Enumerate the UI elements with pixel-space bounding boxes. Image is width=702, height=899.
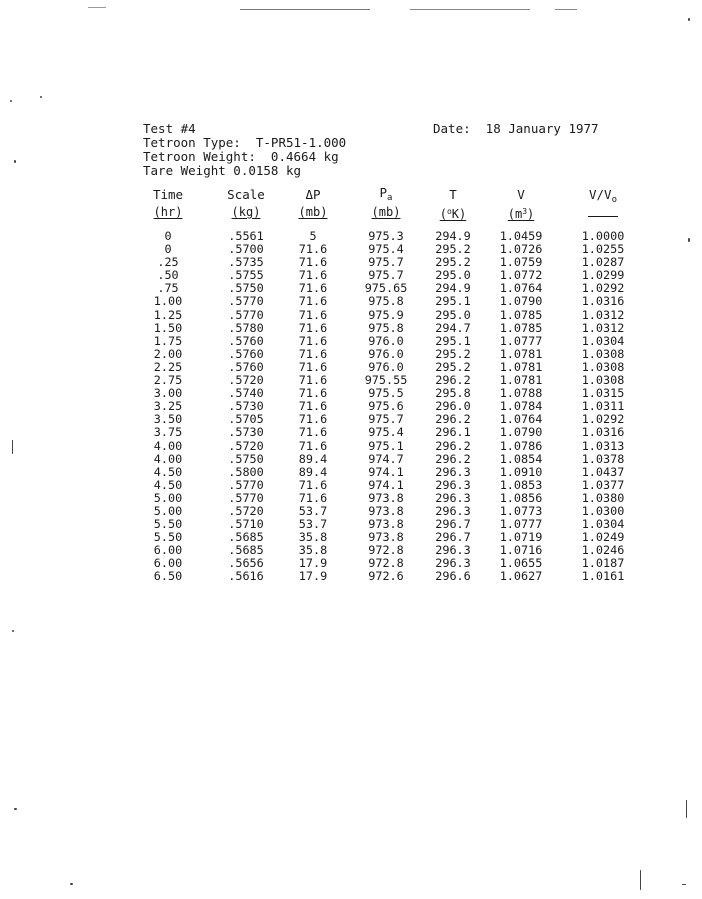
- cell-time: 3.00: [153, 386, 183, 401]
- table-row: [0, 295, 702, 308]
- cell-delta-p: 17.9: [298, 569, 328, 584]
- cell-pa: 975.3: [368, 229, 404, 243]
- cell-delta-p: 71.6: [298, 425, 328, 440]
- cell-pa: 975.7: [368, 268, 404, 283]
- v-unit-close: ): [527, 207, 535, 221]
- cell-scale: .5685: [228, 543, 264, 558]
- table-row: [0, 492, 702, 505]
- cell-volume-ratio: 1.0312: [581, 320, 625, 335]
- cell-volume-ratio: 1.0304: [581, 333, 625, 348]
- cell-volume-ratio: 1.0161: [581, 569, 625, 584]
- cell-delta-p: 71.6: [298, 359, 328, 374]
- cell-volume: 1.0459: [499, 229, 543, 243]
- cell-temperature: 296.3: [435, 556, 471, 571]
- cell-pa: 972.8: [368, 543, 404, 558]
- cell-delta-p: 71.6: [298, 399, 328, 414]
- v-unit-base: (m: [507, 207, 523, 221]
- cell-delta-p: 71.6: [298, 268, 328, 283]
- cell-temperature: 295.2: [435, 255, 471, 270]
- cell-volume: 1.0777: [499, 517, 543, 532]
- cell-pa: 976.0: [368, 346, 404, 361]
- table-row: [0, 453, 702, 466]
- cell-pa: 975.65: [364, 281, 408, 296]
- cell-volume: 1.0772: [499, 268, 543, 283]
- cell-delta-p: 71.6: [298, 242, 328, 257]
- cell-pa: 976.0: [368, 359, 404, 374]
- cell-time: .25: [157, 255, 179, 270]
- cell-temperature: 296.6: [435, 569, 471, 584]
- cell-volume: 1.0853: [499, 477, 543, 492]
- cell-pa: 972.8: [368, 556, 404, 571]
- cell-delta-p: 71.6: [298, 333, 328, 348]
- v-ratio-underline: [588, 216, 618, 217]
- cell-volume: 1.0785: [499, 320, 543, 335]
- cell-scale: .5750: [228, 281, 264, 296]
- col-header-v: V: [517, 187, 525, 202]
- cell-time: 2.75: [153, 373, 183, 388]
- cell-delta-p: 53.7: [298, 503, 328, 518]
- cell-delta-p: 71.6: [298, 294, 328, 309]
- cell-time: 1.75: [153, 333, 183, 348]
- cell-temperature: 296.3: [435, 477, 471, 492]
- cell-volume-ratio: 1.0246: [581, 543, 625, 558]
- cell-volume-ratio: 1.0312: [581, 307, 625, 322]
- cell-volume-ratio: 1.0308: [581, 359, 625, 374]
- cell-time: 3.25: [153, 399, 183, 414]
- cell-pa: 975.1: [368, 438, 404, 453]
- cell-volume-ratio: 1.0308: [581, 373, 625, 388]
- cell-volume-ratio: 1.0380: [581, 490, 625, 505]
- col-unit-pa: (mb): [371, 205, 401, 219]
- cell-scale: .5730: [228, 425, 264, 440]
- cell-pa: 974.7: [368, 451, 404, 466]
- cell-scale: .5720: [228, 503, 264, 518]
- scan-speck: [10, 100, 12, 102]
- cell-delta-p: 35.8: [298, 543, 328, 558]
- cell-volume-ratio: 1.0437: [581, 464, 625, 479]
- cell-delta-p: 71.6: [298, 477, 328, 492]
- cell-pa: 974.1: [368, 464, 404, 479]
- v-ratio-label: V/V: [589, 187, 612, 202]
- cell-scale: .5770: [228, 490, 264, 505]
- scan-speck: [686, 800, 687, 818]
- scan-artifact-top-3: [555, 9, 577, 10]
- cell-delta-p: 89.4: [298, 451, 328, 466]
- scan-speck: [12, 630, 14, 632]
- scan-speck: [688, 18, 690, 21]
- cell-time: 6.50: [153, 569, 183, 584]
- cell-pa: 975.4: [368, 425, 404, 440]
- col-unit-t: [427, 205, 479, 221]
- cell-volume-ratio: 1.0316: [581, 425, 625, 440]
- cell-pa: 975.55: [364, 373, 408, 388]
- cell-volume-ratio: 1.0299: [581, 268, 625, 283]
- cell-temperature: 296.3: [435, 543, 471, 558]
- col-header-pa: [355, 186, 417, 205]
- cell-volume-ratio: 1.0377: [581, 477, 625, 492]
- cell-delta-p: 71.6: [298, 386, 328, 401]
- cell-time: 1.50: [153, 320, 183, 335]
- cell-delta-p: 71.6: [298, 320, 328, 335]
- cell-pa: 974.1: [368, 477, 404, 492]
- cell-delta-p: 71.6: [298, 490, 328, 505]
- scan-speck: [40, 96, 42, 98]
- cell-volume: 1.0759: [499, 255, 543, 270]
- cell-time: 0: [164, 242, 172, 257]
- cell-time: 4.50: [153, 477, 183, 492]
- cell-scale: .5770: [228, 307, 264, 322]
- table-row: [0, 348, 702, 361]
- cell-temperature: 296.1: [435, 425, 471, 440]
- scan-speck: [640, 870, 641, 890]
- test-number: Test #4: [143, 121, 196, 136]
- col-header-t: T: [449, 187, 457, 202]
- cell-volume: 1.0726: [499, 242, 543, 257]
- cell-delta-p: 89.4: [298, 464, 328, 479]
- cell-time: .75: [157, 281, 179, 296]
- table-row: [0, 322, 702, 335]
- scan-artifact-top-4: [88, 7, 106, 8]
- cell-volume: 1.0764: [499, 281, 543, 296]
- cell-temperature: 295.2: [435, 346, 471, 361]
- cell-time: 5.50: [153, 517, 183, 532]
- cell-volume-ratio: 1.0255: [581, 242, 625, 257]
- cell-temperature: 296.2: [435, 373, 471, 388]
- cell-volume-ratio: 1.0311: [581, 399, 625, 414]
- table-row: [0, 466, 702, 479]
- cell-volume-ratio: 1.0313: [581, 438, 625, 453]
- cell-temperature: 296.2: [435, 412, 471, 427]
- cell-volume: 1.0854: [499, 451, 543, 466]
- cell-delta-p: 17.9: [298, 556, 328, 571]
- cell-time: 5.00: [153, 503, 183, 518]
- cell-delta-p: 53.7: [298, 517, 328, 532]
- cell-delta-p: 71.6: [298, 373, 328, 388]
- cell-scale: .5740: [228, 386, 264, 401]
- cell-scale: .5730: [228, 399, 264, 414]
- cell-temperature: 296.0: [435, 399, 471, 414]
- cell-temperature: 295.0: [435, 307, 471, 322]
- cell-scale: .5800: [228, 464, 264, 479]
- cell-pa: 975.8: [368, 294, 404, 309]
- cell-volume-ratio: 1.0378: [581, 451, 625, 466]
- cell-volume-ratio: 1.0292: [581, 412, 625, 427]
- col-header-scale: Scale: [227, 187, 265, 202]
- cell-volume-ratio: 1.0304: [581, 517, 625, 532]
- cell-volume: 1.0764: [499, 412, 543, 427]
- table-row: [0, 479, 702, 492]
- table-row: [0, 309, 702, 322]
- cell-delta-p: 71.6: [298, 438, 328, 453]
- cell-pa: 973.8: [368, 530, 404, 545]
- cell-pa: 976.0: [368, 333, 404, 348]
- cell-delta-p: 71.6: [298, 255, 328, 270]
- cell-pa: 975.9: [368, 307, 404, 322]
- cell-time: 6.00: [153, 556, 183, 571]
- cell-temperature: 296.7: [435, 530, 471, 545]
- cell-delta-p: 5: [309, 229, 317, 243]
- cell-scale: .5720: [228, 373, 264, 388]
- cell-time: .50: [157, 268, 179, 283]
- scan-artifact-top: [240, 9, 370, 10]
- cell-scale: .5705: [228, 412, 264, 427]
- cell-temperature: 296.2: [435, 438, 471, 453]
- table-row: [0, 426, 702, 439]
- v-unit-sup: 3: [522, 207, 528, 216]
- cell-scale: .5760: [228, 359, 264, 374]
- tetroon-type: Tetroon Type: T-PR51-1.000: [143, 135, 347, 150]
- cell-temperature: 296.3: [435, 464, 471, 479]
- scan-speck: [14, 808, 17, 810]
- cell-scale: .5780: [228, 320, 264, 335]
- cell-volume: 1.0716: [499, 543, 543, 558]
- cell-scale: .5700: [228, 242, 264, 257]
- cell-temperature: 294.9: [435, 229, 471, 243]
- cell-time: 1.25: [153, 307, 183, 322]
- cell-temperature: 295.2: [435, 359, 471, 374]
- cell-time: 5.00: [153, 490, 183, 505]
- cell-pa: 972.6: [368, 569, 404, 584]
- cell-time: 2.25: [153, 359, 183, 374]
- cell-volume: 1.0790: [499, 425, 543, 440]
- cell-volume-ratio: 1.0316: [581, 294, 625, 309]
- table-row: [0, 570, 702, 583]
- cell-time: 1.00: [153, 294, 183, 309]
- cell-volume-ratio: 1.0249: [581, 530, 625, 545]
- cell-scale: .5735: [228, 255, 264, 270]
- cell-delta-p: 71.6: [298, 346, 328, 361]
- t-unit-rest: K): [451, 207, 467, 221]
- cell-scale: .5770: [228, 294, 264, 309]
- col-header-delta-p: ΔP: [305, 187, 321, 202]
- cell-volume-ratio: 1.0292: [581, 281, 625, 296]
- t-unit-open: (: [439, 207, 447, 221]
- cell-volume-ratio: 1.0287: [581, 255, 625, 270]
- cell-scale: .5685: [228, 530, 264, 545]
- cell-scale: .5750: [228, 451, 264, 466]
- tetroon-weight: Tetroon Weight: 0.4664 kg: [143, 149, 339, 164]
- cell-volume-ratio: 1.0000: [581, 229, 625, 243]
- cell-time: 4.00: [153, 438, 183, 453]
- cell-temperature: 296.3: [435, 490, 471, 505]
- cell-time: 5.50: [153, 530, 183, 545]
- cell-temperature: 294.9: [435, 281, 471, 296]
- table-row: [0, 335, 702, 348]
- cell-time: 4.50: [153, 464, 183, 479]
- cell-pa: 975.7: [368, 412, 404, 427]
- cell-delta-p: 71.6: [298, 412, 328, 427]
- cell-volume: 1.0786: [499, 438, 543, 453]
- cell-scale: .5720: [228, 438, 264, 453]
- cell-temperature: 295.2: [435, 242, 471, 257]
- cell-volume-ratio: 1.0187: [581, 556, 625, 571]
- cell-volume: 1.0719: [499, 530, 543, 545]
- cell-scale: .5770: [228, 477, 264, 492]
- cell-volume: 1.0910: [499, 464, 543, 479]
- cell-temperature: 295.0: [435, 268, 471, 283]
- t-unit-degree: o: [446, 207, 452, 216]
- cell-volume: 1.0773: [499, 503, 543, 518]
- col-unit-time: (hr): [153, 205, 183, 219]
- scan-speck: [14, 160, 16, 163]
- cell-temperature: 296.3: [435, 503, 471, 518]
- cell-temperature: 296.2: [435, 451, 471, 466]
- cell-volume: 1.0781: [499, 346, 543, 361]
- col-unit-v: [490, 205, 552, 221]
- cell-volume: 1.0655: [499, 556, 543, 571]
- scan-artifact-top-2: [410, 9, 530, 10]
- cell-temperature: 295.1: [435, 333, 471, 348]
- cell-temperature: 296.7: [435, 517, 471, 532]
- cell-pa: 975.8: [368, 320, 404, 335]
- tare-weight: Tare Weight 0.0158 kg: [143, 163, 302, 178]
- cell-delta-p: 71.6: [298, 281, 328, 296]
- cell-time: 3.50: [153, 412, 183, 427]
- pa-label: P: [379, 185, 388, 200]
- cell-volume-ratio: 1.0315: [581, 386, 625, 401]
- v-ratio-subscript: o: [611, 195, 617, 205]
- table-row: [0, 440, 702, 453]
- col-unit-scale: (kg): [231, 205, 261, 219]
- cell-pa: 975.6: [368, 399, 404, 414]
- cell-pa: 975.4: [368, 242, 404, 257]
- col-unit-delta-p: (mb): [298, 205, 328, 219]
- cell-time: 0: [164, 229, 172, 243]
- cell-time: 4.00: [153, 451, 183, 466]
- pa-subscript: a: [387, 193, 393, 203]
- cell-pa: 973.8: [368, 503, 404, 518]
- cell-delta-p: 35.8: [298, 530, 328, 545]
- cell-volume: 1.0627: [499, 569, 543, 584]
- cell-volume: 1.0785: [499, 307, 543, 322]
- cell-pa: 973.8: [368, 490, 404, 505]
- cell-time: 2.00: [153, 346, 183, 361]
- scan-speck: [70, 883, 73, 885]
- col-header-time: Time: [152, 187, 184, 202]
- cell-temperature: 294.7: [435, 320, 471, 335]
- col-header-v-ratio: [572, 188, 634, 207]
- cell-scale: .5710: [228, 517, 264, 532]
- cell-temperature: 295.8: [435, 386, 471, 401]
- cell-temperature: 295.1: [435, 294, 471, 309]
- cell-pa: 975.5: [368, 386, 404, 401]
- cell-volume: 1.0788: [499, 386, 543, 401]
- cell-scale: .5760: [228, 346, 264, 361]
- cell-volume: 1.0777: [499, 333, 543, 348]
- cell-volume: 1.0781: [499, 373, 543, 388]
- cell-time: 3.75: [153, 425, 183, 440]
- cell-scale: .5656: [228, 556, 264, 571]
- cell-volume: 1.0781: [499, 359, 543, 374]
- cell-delta-p: 71.6: [298, 307, 328, 322]
- scan-speck: [682, 884, 686, 885]
- cell-scale: .5561: [228, 229, 264, 243]
- cell-volume: 1.0856: [499, 490, 543, 505]
- cell-scale: .5760: [228, 333, 264, 348]
- cell-volume-ratio: 1.0308: [581, 346, 625, 361]
- cell-volume: 1.0790: [499, 294, 543, 309]
- cell-time: 6.00: [153, 543, 183, 558]
- cell-scale: .5755: [228, 268, 264, 283]
- cell-volume-ratio: 1.0300: [581, 503, 625, 518]
- test-date: Date: 18 January 1977: [433, 121, 599, 136]
- data-table: [0, 230, 702, 584]
- cell-volume: 1.0784: [499, 399, 543, 414]
- cell-pa: 975.7: [368, 255, 404, 270]
- cell-scale: .5616: [228, 569, 264, 584]
- cell-pa: 973.8: [368, 517, 404, 532]
